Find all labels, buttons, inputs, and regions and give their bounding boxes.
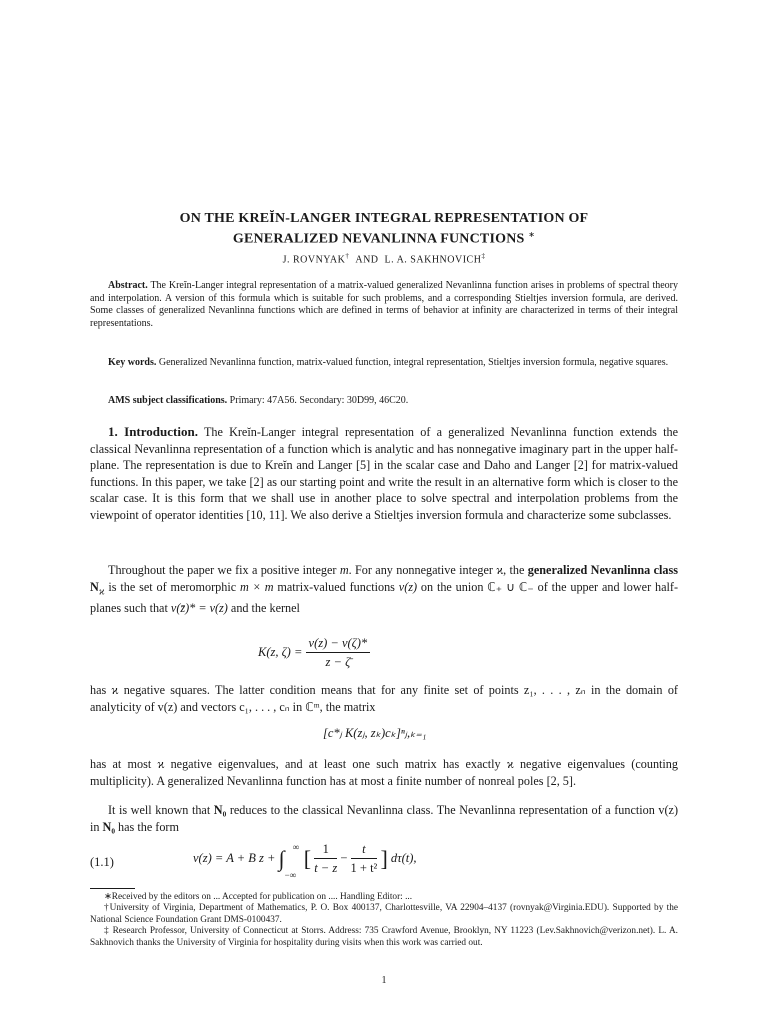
author-2-mark: ‡ [481,252,486,260]
p5-part-a: It is well known that [108,803,214,817]
footnote-3: ‡ Research Professor, University of Connecticut at Storrs. Address: 735 Crawford Avenue, Brooklyn, NY 11223 (Lev.Sakhnovich@verizon.net). L. A. Sakhnovich thanks the University of Virginia for hospitality during visits when this work was carried out. [90,926,678,948]
author-line [90,252,678,265]
p5-part-c: has the form [115,819,179,834]
p2-part-f: and the kernel [227,601,300,616]
p5-n0-1: N₀ [213,803,227,817]
integral-lower: −∞ [284,870,297,880]
p2-part-e: on the union ℂ₊ ∪ ℂ₋ of the upper and lower half-planes such that [90,579,679,616]
intro-paragraph-5 [90,802,678,835]
intro-paragraph-2 [90,562,678,617]
footnote-rule [90,888,135,889]
kernel-denominator: z − ζ̄ [325,655,351,669]
kernel-equation [258,636,370,670]
page-number: 1 [381,975,387,986]
frac1-num: 1 [314,842,337,859]
title-line-1: ON THE KREĬN-LANGER INTEGRAL REPRESENTATION OF [179,211,589,226]
p2-bold-term: generalized Nevanlinna class N [90,563,678,594]
ams-classification [90,395,678,408]
frac2-num: t [351,842,378,859]
frac1-den: t − z [314,861,338,875]
p2-vz: v(z) [398,579,418,594]
eq-lhs: v(z) = A + B z + [193,850,276,865]
intro-paragraph-1 [90,424,678,523]
intro-paragraph-3: has ϰ negative squares. The latter condition means that for any finite set of points z₁, . . . , zₙ in the domain of analyticity of v(z) and vectors c₁, . . . , cₙ in ℂᵐ, the matrix [90,683,678,714]
title-footnote-mark: ∗ [528,230,536,239]
abstract-text: The Kreĭn-Langer integral representation of a matrix-valued generalized Nevanlinna function arises in problems of spectral theory and interpolation. A version of this formula which is suitable for such problems, and a corresponding Stieltjes inversion formula, are derived. Some classes of generalized Nevanlinna functions which are defined in terms of behavior at infinity are characterized in terms of their integral representations. [90,280,679,329]
nevanlinna-equation [193,842,417,880]
p2-vz-star: v(z̄)* = v(z) [170,601,228,616]
matrix-expression: [c*ⱼ K(zⱼ, zₖ)cₖ]ⁿⱼ,ₖ₌₁ [323,726,427,740]
abstract-label: Abstract. [108,280,148,291]
title-line-2: GENERALIZED NEVANLINNA FUNCTIONS [232,231,525,247]
fraction-2 [351,842,378,876]
author-1-mark: † [345,252,350,260]
p2-m: m [339,563,349,577]
keywords-text: Generalized Nevanlinna function, matrix-valued function, integral representation, Stieltjes inversion formula, negative squares. [158,357,669,368]
p2-kappa-sub: ϰ [98,585,105,597]
ams-text: Primary: 47A56. Secondary: 30D99, 46C20. [229,395,409,406]
equation-number: (1.1) [90,855,114,869]
frac2-den: 1 + t² [350,861,378,875]
ams-label: AMS subject classifications. [108,395,228,406]
p5-n0-2: N₀ [102,819,115,834]
p2-mxm: m × m [239,579,274,594]
integral-sign: ∫ ∞ −∞ [278,842,300,880]
kernel-numerator: v(z) − v(ζ)* [306,636,371,653]
left-bracket: [ [303,846,312,871]
title-line-2-wrap [90,227,678,248]
keywords [90,357,678,370]
footnote-1: ∗Received by the editors on ... Accepted for publication on .... Handling Editor: ... [104,892,413,902]
eq-tail: dτ(t), [390,850,417,865]
footnote-2: †University of Virginia, Department of Mathematics, P. O. Box 400137, Charlottesville, VA 22904–4137 (rovnyak@Virginia.EDU). Supported by the National Science Foundation Grant DMS-0100437. [90,903,678,925]
integral-upper: ∞ [292,842,300,852]
kernel-lhs: K(z, ζ) = [258,644,303,659]
keywords-label: Key words. [108,357,157,368]
minus-sign: − [340,850,348,865]
p2-part-a: Throughout the paper we fix a positive integer [108,563,340,577]
section-heading: 1. Introduction. [108,424,198,439]
kernel-fraction [306,636,371,670]
author-2: L. A. SAKHNOVICH [384,254,482,266]
author-1: J. ROVNYAK [282,254,346,266]
right-bracket: ] [380,846,388,871]
p2-part-b: . For any nonnegative integer ϰ, the [348,563,528,577]
footnotes [90,892,678,949]
paper-title [90,211,678,248]
author-and: AND [355,254,379,266]
abstract [90,280,678,330]
fraction-1 [314,842,337,876]
p2-part-d: matrix-valued functions [273,579,399,594]
p5-part-b: reduces to the classical Nevanlinna class. The Nevanlinna representation of a function v(z) in [90,803,679,834]
p2-part-c: is the set of meromorphic [104,579,240,594]
intro-p1-text: The Kreĭn-Langer integral representation of a generalized Nevanlinna function extends the classical Nevanlinna representation of a function which is analytic and has nonnegative imaginary part in the upper half-plane. The representation is due to Kreĭn and Langer [5] in the scalar case and Daho and Langer [2] for matrix-valued functions. In this paper, we take [2] as our starting point and write the result in an alternative form which is closer to the scalar case. It is this form that we shall use in another place to solve spectral and interpolation problems from the viewpoint of operator identities [10, 11]. We also derive a Stieltjes inversion formula and characterize some subclasses. [90,425,679,522]
intro-paragraph-4: has at most ϰ negative eigenvalues, and at least one such matrix has exactly ϰ negative eigenvalues (counting multiplicity). A generalized Nevanlinna function has at most a finite number of nonreal poles [2, 5]. [90,757,678,788]
